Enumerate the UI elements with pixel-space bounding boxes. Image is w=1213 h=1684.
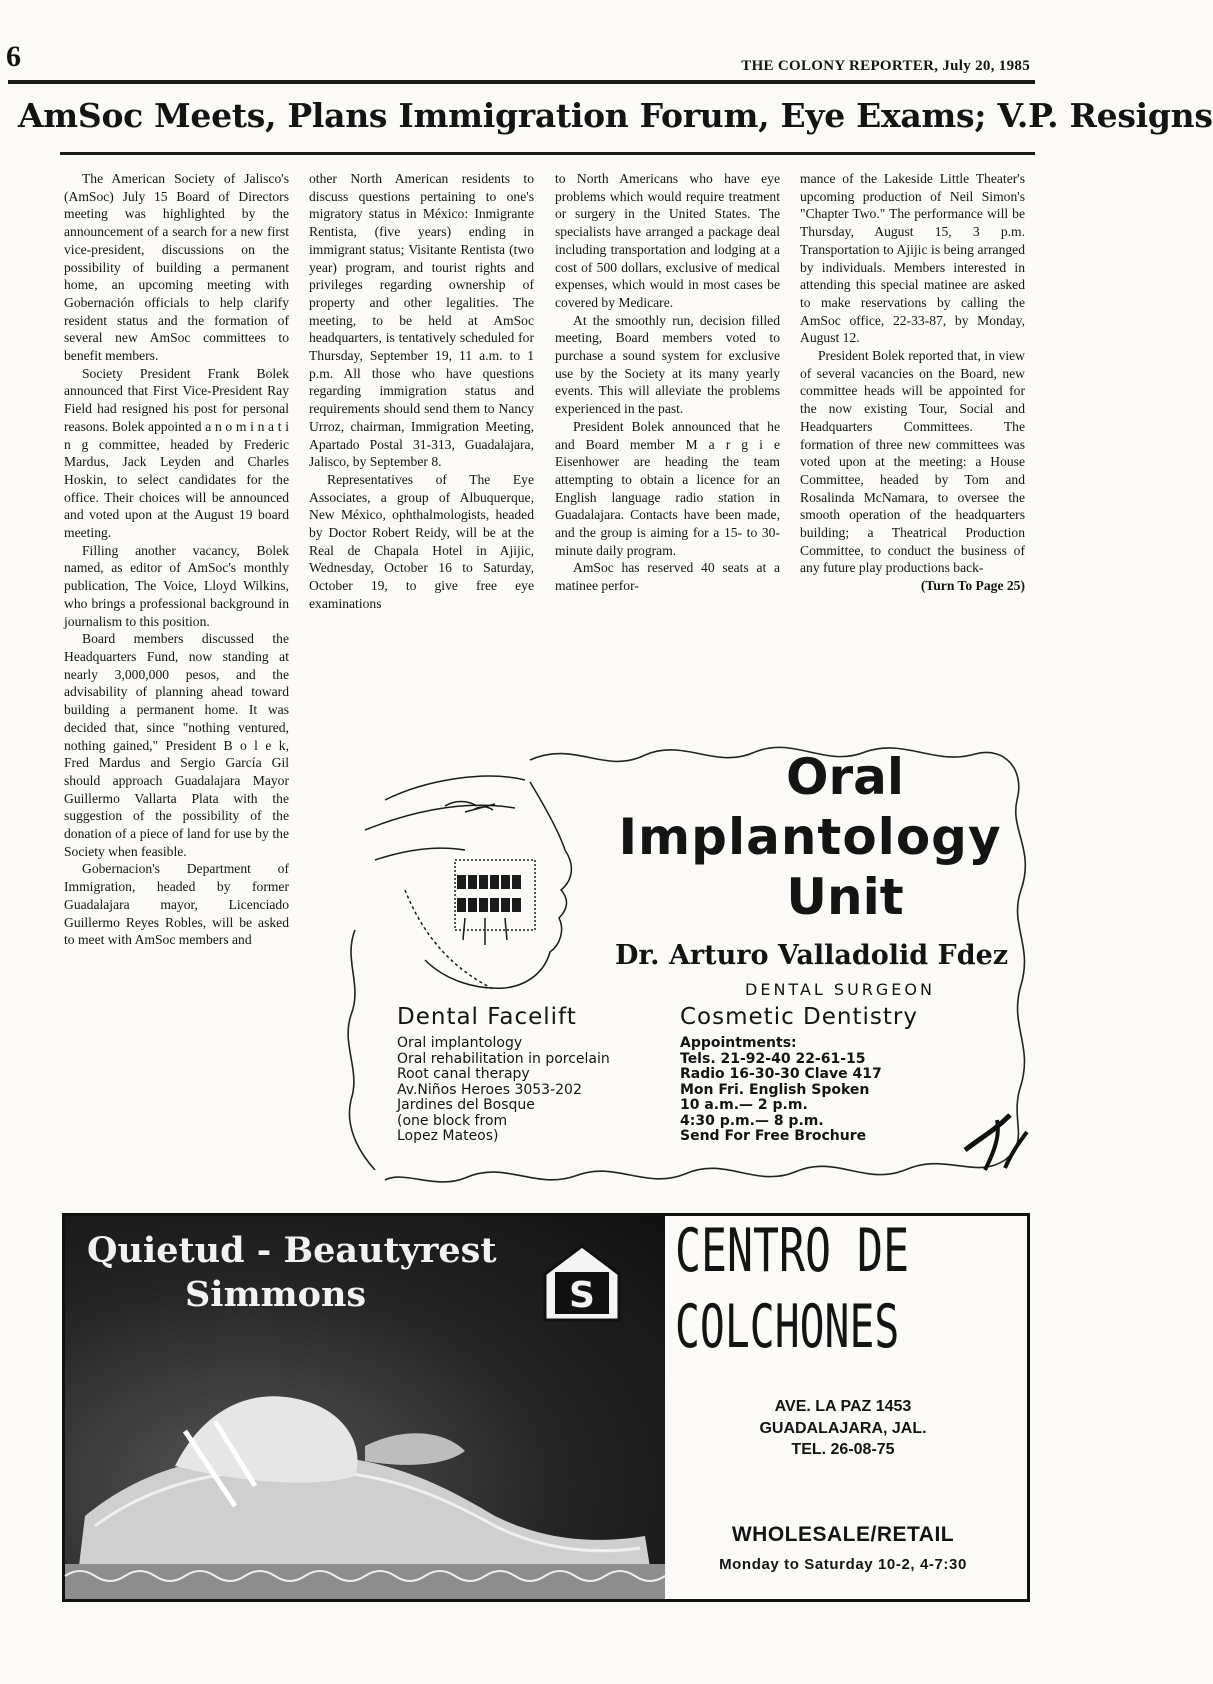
ad-title-oral: Oral: [785, 748, 905, 806]
top-rule: [8, 80, 1035, 84]
face-profile-illustration: [365, 776, 571, 990]
turn-to-page-link[interactable]: (Turn To Page 25): [920, 578, 1025, 594]
mattress-advertisement: [62, 1213, 1030, 1602]
list-item: (one block from: [397, 1112, 508, 1129]
list-item: Appointments:: [680, 1035, 797, 1051]
mattress-brand-title: Quietud - Beautyrest: [87, 1230, 497, 1271]
masthead: THE COLONY REPORTER, July 20, 1985: [741, 58, 1030, 74]
article-paragraph: AmSoc has reserved 40 seats at a matinee perfor-: [555, 560, 780, 594]
list-item: Oral implantology: [397, 1035, 523, 1051]
headline: AmSoc Meets, Plans Immigration Forum, Eye Exams; V.P. Resigns: [18, 96, 1213, 135]
ad-contact-list: [680, 1036, 882, 1145]
list-item: Send For Free Brochure: [680, 1128, 867, 1144]
article-paragraph: Gobernacion's Department of Immigration, headed by former Guadalajara mayor, Licenciado Guillermo Reyes Robles, will be asked to meet with AmSoc members and: [64, 861, 289, 948]
page-number: 6: [6, 40, 21, 73]
article-paragraph: President Bolek announced that he and Board member M a r g i e Eisenhower are heading the team attempting to obtain a licence for an English language radio station in Guadalajara. Contacts have been made, and the group is aiming for a 15- to 30-minute daily program.: [555, 418, 780, 558]
list-item: 10 a.m.— 2 p.m.: [680, 1097, 808, 1113]
ad-left-heading: Dental Facelift: [397, 1004, 577, 1030]
logo-letter: S: [569, 1275, 595, 1316]
list-item: Lopez Mateos): [397, 1128, 499, 1144]
store-sales-type: WHOLESALE/RETAIL: [731, 1523, 955, 1546]
ad-right-heading: Cosmetic Dentistry: [680, 1004, 918, 1030]
store-name-line1: CENTRO DE: [675, 1216, 910, 1286]
headline-rule: [60, 152, 1035, 155]
article-paragraph: mance of the Lakeside Little Theater's upcoming production of Neil Simon's "Chapter Two." The performance will be Thursday, August 15, 3 p.m. Transportation to Ajijic is being arranged by individuals. Members interested in attending this special matinee are asked to make reservations by calling the AmSoc office, 22-33-87, by Monday, August 12.: [800, 171, 1025, 346]
article-paragraph: Representatives of The Eye Associates, a group of Albuquerque, New México, ophthalmologists, headed by Doctor Robert Reidy, will be at the Real de Chapala Hotel in Ajijic, Wednesday, October 16 to Saturday, October 19, to give free eye examinations: [309, 471, 534, 611]
article-paragraph: Board members discussed the Headquarters Fund, now standing at nearly 3,000,000 pesos, and the advisability of planning ahead toward building a permanent home. It was decided that, since "nothing ventured, nothing gained," President B o l e k, Fred Mardus and Sergio García Gil should approach Guadalajara Mayor Guillermo Vallarta Plata with the suggestion of the possibility of the donation of a piece of land for use by the Society when feasible.: [64, 631, 289, 859]
store-hours: Monday to Saturday 10-2, 4-7:30: [719, 1556, 967, 1573]
list-item: Mon Fri. English Spoken: [680, 1081, 870, 1098]
list-item: Radio 16-30-30 Clave 417: [680, 1066, 882, 1082]
article-paragraph: Society President Frank Bolek announced that First Vice-President Ray Field had resigned his post for personal reasons. Bolek appointed a n o m i n a t i n g committee, headed by Frederic Mardus, Jack Leyden and Charles Hoskin, to select candidates for the office. Their choices will be announced and voted upon at the August 19 board meeting.: [64, 365, 289, 541]
mattress-brand-subtitle: Simmons: [185, 1274, 367, 1315]
article-paragraph: other North American residents to discuss questions pertaining to one's migratory status in México: Inmigrante Rentista, (five years) ending in immigrant status; Visitante Rentista (two year) program, and tourist rights and privileges regarding ownership of property and other legalities. The meeting, to be held at AmSoc headquarters, is tentatively scheduled for Thursday, September 19, 11 a.m. to 1 p.m. All those who have questions regarding immigration status and requirements should send them to Nancy Urroz, chairman, Immigration Meeting, Apartado Postal 31-313, Guadalajara, Jalisco, by September 8.: [309, 171, 534, 470]
list-item: Oral rehabilitation in porcelain: [397, 1050, 610, 1067]
article-paragraph: At the smoothly run, decision filled meeting, Board members voted to purchase a sound system for exclusive use by the Society at its many yearly events. This will alleviate the problems experienced in the past.: [555, 312, 780, 417]
article-paragraph: Filling another vacancy, Bolek named, as editor of AmSoc's monthly publication, The Voice, Lloyd Wilkins, who brings a professional background in journalism to this position.: [64, 542, 289, 629]
list-item: Jardines del Bosque: [397, 1097, 535, 1113]
article-paragraph: President Bolek reported that, in view of several vacancies on the Board, new committee heads will be appointed for the now existing Tour, Social and Headquarters Committees. The formation of three new committees was voted upon at the meeting: a House Committee, headed by Tom and Rosalinda McNamara, to oversee the smooth operation of the headquarters building; a Theatrical Production Committee, to conduct the business of any future play productions back-: [800, 348, 1025, 576]
dental-advertisement: [345, 740, 1030, 1190]
ad-title-implantology: Implantology: [618, 808, 1002, 866]
article-column-3: [555, 170, 780, 730]
store-phone: TEL. 26-08-75: [791, 1441, 895, 1458]
simmons-logo-icon: [543, 1244, 621, 1322]
list-item: 4:30 p.m.— 8 p.m.: [680, 1112, 824, 1129]
article-column-1: [64, 170, 289, 1188]
ad-doctor-name: Dr. Arturo Valladolid Fdez: [615, 940, 1009, 971]
article-paragraph: The American Society of Jalisco's (AmSoc) July 15 Board of Directors meeting was highlighted by the announcement of a search for a new first vice-president, discussions on the possibility of building a permanent home, an upcoming meeting with Gobernación officials to help clarify resident status and the formation of several new AmSoc committees to benefit members.: [64, 171, 289, 364]
ad-title-unit: Unit: [786, 868, 904, 926]
store-name-line2: COLCHONES: [675, 1292, 900, 1362]
address-line: GUADALAJARA, JAL.: [759, 1420, 927, 1437]
ad-subtitle: DENTAL SURGEON: [745, 980, 935, 999]
article-column-4: [800, 170, 1025, 730]
ad-services-list: [397, 1036, 610, 1145]
list-item: Av.Niños Heroes 3053-202: [397, 1081, 582, 1098]
store-address: [673, 1396, 1013, 1440]
address-line: AVE. LA PAZ 1453: [774, 1398, 912, 1415]
list-item: Tels. 21-92-40 22-61-15: [680, 1050, 866, 1067]
article-paragraph: to North Americans who have eye problems which would require treatment or surgery in the United States. The specialists have arranged a package deal including transportation and lodging at a cost of 500 dollars, exclusive of medical expenses, which would in most cases be covered by Medicare.: [555, 171, 780, 310]
article-column-2: [309, 170, 534, 730]
list-item: Root canal therapy: [397, 1066, 530, 1082]
